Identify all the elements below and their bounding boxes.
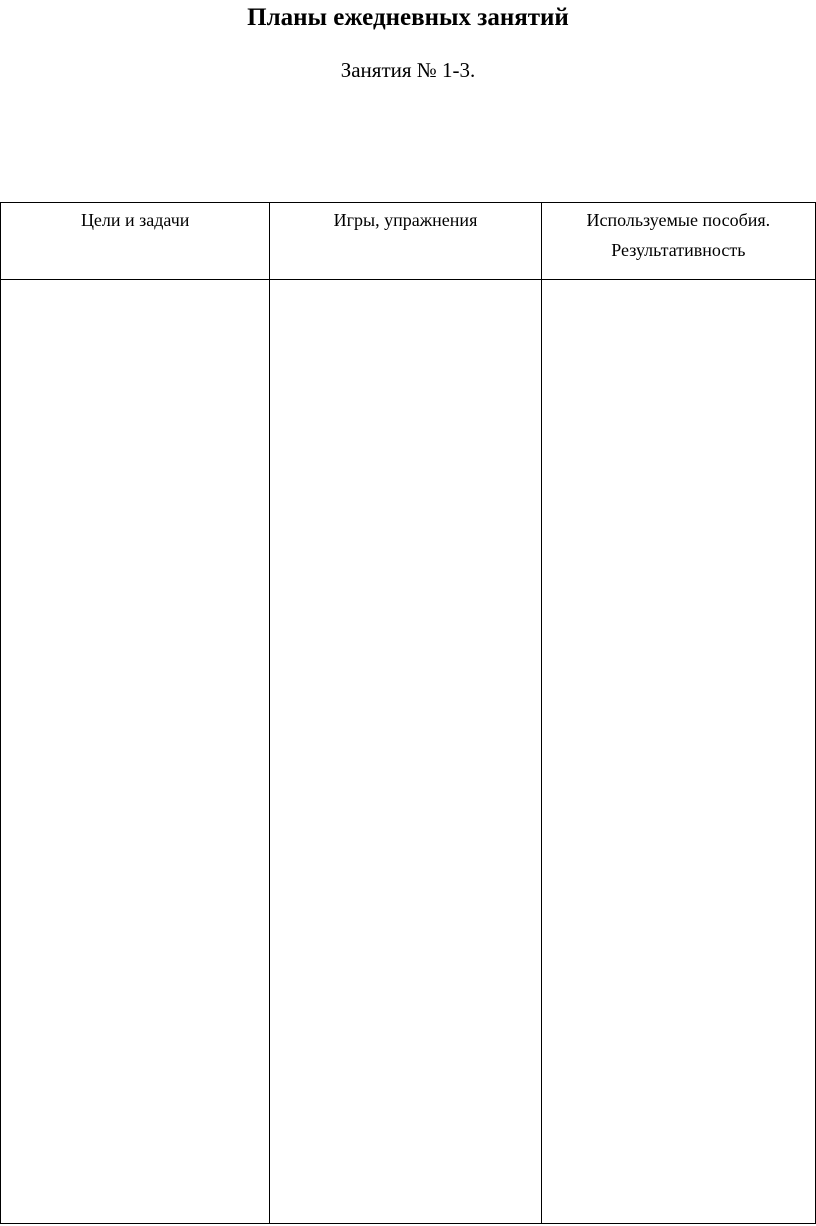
cell-materials[interactable] bbox=[541, 280, 815, 1224]
header-goals: Цели и задачи bbox=[1, 203, 270, 280]
cell-goals[interactable] bbox=[1, 280, 270, 1224]
header-games: Игры, упражнения bbox=[270, 203, 541, 280]
header-materials: Используемые пособия. Результативность bbox=[541, 203, 815, 280]
cell-games[interactable] bbox=[270, 280, 541, 1224]
plan-table bbox=[0, 202, 816, 1224]
page-title: Планы ежедневных занятий bbox=[247, 4, 569, 31]
table-row bbox=[1, 280, 816, 1224]
table-header-row bbox=[1, 203, 816, 280]
page-subtitle: Занятия № 1-3. bbox=[340, 58, 476, 82]
